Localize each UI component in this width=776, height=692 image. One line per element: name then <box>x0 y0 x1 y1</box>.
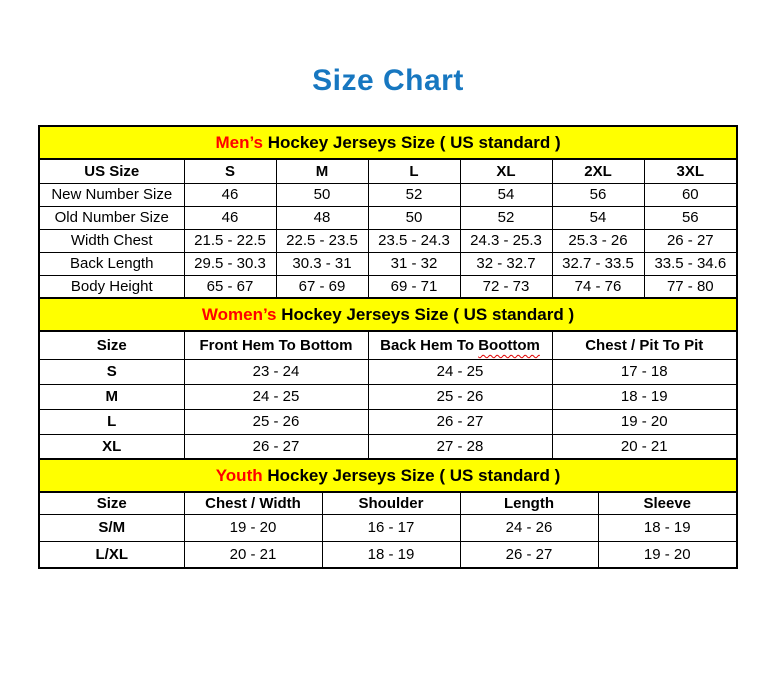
size-chart <box>38 125 736 569</box>
mens-header-l: L <box>368 159 460 183</box>
womens-cell: 25 - 26 <box>184 409 368 434</box>
womens-cell: 17 - 18 <box>552 359 737 384</box>
youth-cell: 16 - 17 <box>322 514 460 541</box>
mens-cell: 23.5 - 24.3 <box>368 229 460 252</box>
mens-cell: 56 <box>644 206 737 229</box>
youth-cell: 18 - 19 <box>598 514 737 541</box>
table-row <box>39 229 737 252</box>
mens-row-label: Back Length <box>39 252 184 275</box>
womens-cell: 18 - 19 <box>552 384 737 409</box>
mens-size-table <box>38 125 738 299</box>
mens-cell: 31 - 32 <box>368 252 460 275</box>
womens-row-label: L <box>39 409 184 434</box>
youth-cell: 19 - 20 <box>184 514 322 541</box>
youth-row-label: L/XL <box>39 541 184 568</box>
mens-cell: 60 <box>644 183 737 206</box>
womens-header-size: Size <box>39 331 184 359</box>
womens-banner-highlight: Women’s <box>201 304 277 324</box>
womens-header-front-hem: Front Hem To Bottom <box>184 331 368 359</box>
mens-banner-highlight: Men’s <box>215 132 263 152</box>
mens-cell: 32.7 - 33.5 <box>552 252 644 275</box>
mens-cell: 54 <box>552 206 644 229</box>
womens-row-label: S <box>39 359 184 384</box>
mens-cell: 74 - 76 <box>552 275 644 298</box>
mens-row-label: Width Chest <box>39 229 184 252</box>
womens-size-table <box>38 297 738 460</box>
womens-cell: 24 - 25 <box>368 359 552 384</box>
table-row <box>39 384 737 409</box>
table-row <box>39 459 737 492</box>
youth-cell: 24 - 26 <box>460 514 598 541</box>
mens-cell: 65 - 67 <box>184 275 276 298</box>
youth-header-sleeve: Sleeve <box>598 492 737 514</box>
mens-cell: 30.3 - 31 <box>276 252 368 275</box>
table-row <box>39 206 737 229</box>
womens-cell: 19 - 20 <box>552 409 737 434</box>
mens-cell: 46 <box>184 206 276 229</box>
table-row <box>39 252 737 275</box>
mens-cell: 56 <box>552 183 644 206</box>
mens-banner <box>39 126 737 159</box>
mens-cell: 77 - 80 <box>644 275 737 298</box>
mens-header-us-size: US Size <box>39 159 184 183</box>
mens-cell: 69 - 71 <box>368 275 460 298</box>
mens-cell: 52 <box>460 206 552 229</box>
womens-cell: 20 - 21 <box>552 434 737 459</box>
mens-row-label: New Number Size <box>39 183 184 206</box>
womens-row-label: XL <box>39 434 184 459</box>
womens-cell: 26 - 27 <box>184 434 368 459</box>
mens-cell: 26 - 27 <box>644 229 737 252</box>
womens-row-label: M <box>39 384 184 409</box>
womens-cell: 26 - 27 <box>368 409 552 434</box>
mens-cell: 50 <box>276 183 368 206</box>
womens-header-back-hem <box>368 331 552 359</box>
youth-banner-highlight: Youth <box>215 465 263 485</box>
womens-cell: 23 - 24 <box>184 359 368 384</box>
youth-header-length: Length <box>460 492 598 514</box>
womens-header-back-hem-typo: Boottom <box>478 336 540 354</box>
mens-cell: 25.3 - 26 <box>552 229 644 252</box>
mens-cell: 46 <box>184 183 276 206</box>
womens-cell: 24 - 25 <box>184 384 368 409</box>
mens-row-label: Body Height <box>39 275 184 298</box>
table-row <box>39 159 737 183</box>
youth-header-shoulder: Shoulder <box>322 492 460 514</box>
mens-cell: 32 - 32.7 <box>460 252 552 275</box>
mens-cell: 50 <box>368 206 460 229</box>
mens-cell: 29.5 - 30.3 <box>184 252 276 275</box>
womens-banner-text: Hockey Jerseys Size ( US standard ) <box>276 304 575 324</box>
table-row <box>39 492 737 514</box>
table-row <box>39 126 737 159</box>
youth-cell: 18 - 19 <box>322 541 460 568</box>
mens-header-s: S <box>184 159 276 183</box>
table-row <box>39 359 737 384</box>
mens-cell: 48 <box>276 206 368 229</box>
youth-header-chest-width: Chest / Width <box>184 492 322 514</box>
page-title: Size Chart <box>312 64 464 97</box>
womens-cell: 27 - 28 <box>368 434 552 459</box>
youth-cell: 20 - 21 <box>184 541 322 568</box>
mens-cell: 54 <box>460 183 552 206</box>
mens-row-label: Old Number Size <box>39 206 184 229</box>
mens-cell: 22.5 - 23.5 <box>276 229 368 252</box>
mens-header-2xl: 2XL <box>552 159 644 183</box>
table-row <box>39 298 737 331</box>
table-row <box>39 409 737 434</box>
mens-header-3xl: 3XL <box>644 159 737 183</box>
womens-header-chest: Chest / Pit To Pit <box>552 331 737 359</box>
womens-header-back-hem-prefix: Back Hem To <box>380 336 479 354</box>
table-row <box>39 514 737 541</box>
table-row <box>39 331 737 359</box>
youth-cell: 26 - 27 <box>460 541 598 568</box>
mens-banner-text: Hockey Jerseys Size ( US standard ) <box>263 132 561 152</box>
youth-row-label: S/M <box>39 514 184 541</box>
mens-cell: 52 <box>368 183 460 206</box>
womens-banner <box>39 298 737 331</box>
table-row <box>39 434 737 459</box>
youth-cell: 19 - 20 <box>598 541 737 568</box>
mens-header-m: M <box>276 159 368 183</box>
youth-header-size: Size <box>39 492 184 514</box>
youth-size-table <box>38 458 738 569</box>
mens-cell: 72 - 73 <box>460 275 552 298</box>
youth-banner-text: Hockey Jerseys Size ( US standard ) <box>262 465 561 485</box>
table-row <box>39 275 737 298</box>
womens-cell: 25 - 26 <box>368 384 552 409</box>
table-row <box>39 183 737 206</box>
mens-cell: 67 - 69 <box>276 275 368 298</box>
youth-banner <box>39 459 737 492</box>
mens-cell: 21.5 - 22.5 <box>184 229 276 252</box>
mens-cell: 33.5 - 34.6 <box>644 252 737 275</box>
table-row <box>39 541 737 568</box>
mens-cell: 24.3 - 25.3 <box>460 229 552 252</box>
mens-header-xl: XL <box>460 159 552 183</box>
